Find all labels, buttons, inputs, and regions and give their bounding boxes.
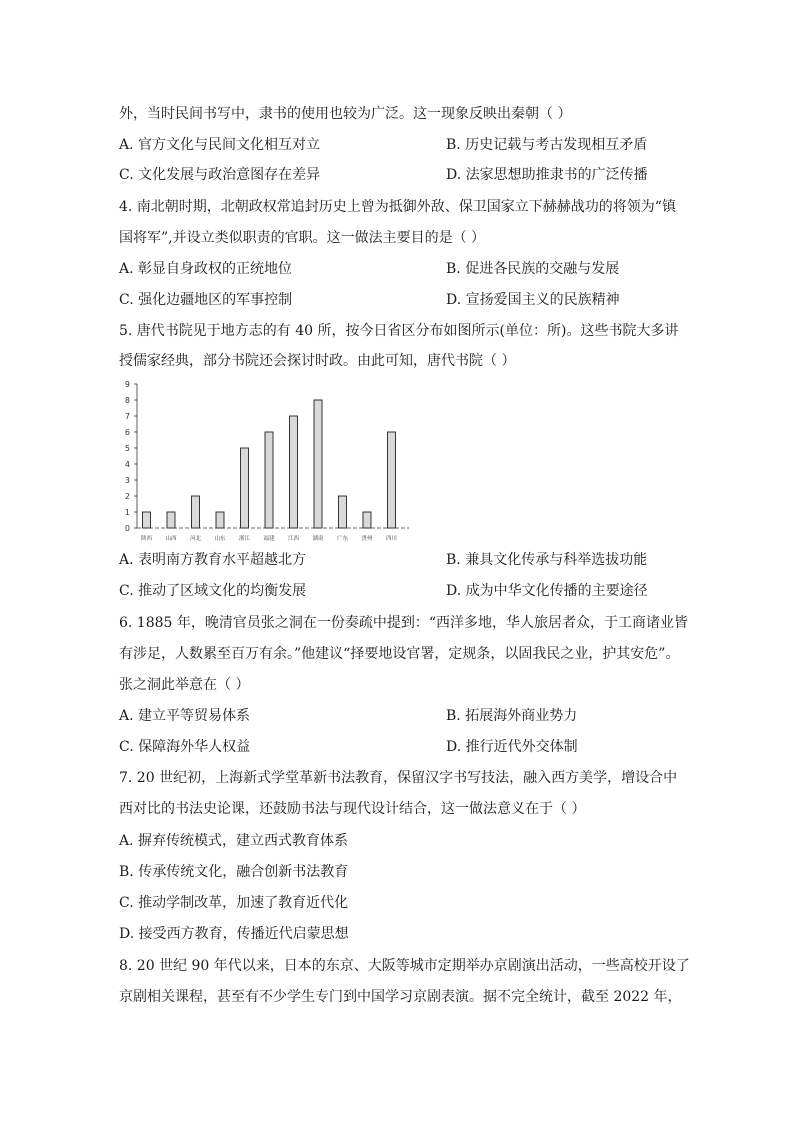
q3-option-a[interactable]: A. 官方文化与民间文化相互对立: [119, 137, 321, 153]
q7-option-d[interactable]: D. 接受西方教育，传播近代启蒙思想: [119, 926, 349, 942]
q6-option-d[interactable]: D. 推行近代外交体制: [446, 739, 578, 755]
x-tick-label: 河北: [189, 536, 202, 542]
y-tick-label: 4: [124, 460, 130, 469]
q3-option-d[interactable]: D. 法家思想助推隶书的广泛传播: [446, 167, 648, 183]
bar-江西: [290, 416, 298, 528]
q5-option-b[interactable]: B. 兼具文化传承与科举选拔功能: [446, 552, 648, 568]
y-tick-label: 8: [124, 396, 130, 405]
bar-福建: [265, 432, 273, 528]
y-tick-label: 7: [124, 412, 130, 421]
bar-山东: [216, 512, 224, 528]
academy-distribution-bar-chart: [117, 379, 409, 544]
question-7-line-2: 西对比的书法史论课，还鼓励书法与现代设计结合，这一做法意义在于（ ）: [119, 801, 586, 817]
x-tick-label: 山东: [214, 536, 226, 542]
q7-option-b[interactable]: B. 传承传统文化，融合创新书法教育: [119, 864, 349, 880]
y-tick-label: 3: [124, 476, 130, 485]
q7-option-a[interactable]: A. 摒弃传统模式，建立西式教育体系: [119, 833, 349, 849]
x-tick-label: 福建: [263, 536, 275, 542]
question-5-line-1: 5. 唐代书院见于地方志的有 40 所，按今日省区分布如图所示(单位：所)。这些书院大多讲: [119, 323, 679, 339]
question-7-line-1: 7. 20 世纪初，上海新式学堂革新书法教育，保留汉字书写技法，融入西方美学，增设合中: [119, 770, 678, 786]
x-tick-label: 浙江: [238, 536, 251, 542]
y-tick-label: 0: [124, 524, 130, 533]
question-5-line-2: 授儒家经典，部分书院还会探讨时政。由此可知，唐代书院（ ）: [119, 353, 516, 369]
y-tick-label: 5: [124, 444, 130, 453]
line-q3-continuation: 外，当时民间书写中，隶书的使用也较为广泛。这一现象反映出秦朝（ ）: [119, 106, 572, 122]
bar-河北: [192, 496, 200, 528]
bar-四川: [388, 432, 396, 528]
question-4-line-2: 国将军”,并设立类似职责的官职。这一做法主要目的是（ ）: [119, 230, 486, 246]
q3-option-b[interactable]: B. 历史记载与考古发现相互矛盾: [446, 137, 648, 153]
y-tick-label: 1: [124, 508, 130, 517]
q5-option-d[interactable]: D. 成为中华文化传播的主要途径: [446, 583, 648, 599]
bar-山西: [167, 512, 175, 528]
x-tick-label: 贵州: [361, 536, 373, 542]
q3-option-c[interactable]: C. 文化发展与政治意图存在差异: [119, 167, 321, 183]
x-tick-label: 四川: [385, 536, 398, 542]
bar-广东: [339, 496, 347, 528]
question-6-line-1: 6. 1885 年，晚清官员张之洞在一份奏疏中提到：“西洋多地，华人旅居者众，于工商诸业皆: [119, 615, 689, 631]
q4-option-d[interactable]: D. 宣扬爱国主义的民族精神: [446, 292, 620, 308]
question-8-line-1: 8. 20 世纪 90 年代以来，日本的东京、大阪等城市定期举办京剧演出活动，一些高校开设了: [119, 958, 690, 974]
bar-浙江: [241, 448, 249, 528]
x-tick-label: 湖南: [312, 536, 324, 542]
bar-贵州: [363, 512, 371, 528]
q4-option-b[interactable]: B. 促进各民族的交融与发展: [446, 261, 620, 277]
question-4-line-1: 4. 南北朝时期，北朝政权常追封历史上曾为抵御外敌、保卫国家立下赫赫战功的将领为“镇: [119, 199, 676, 215]
q4-option-a[interactable]: A. 彰显自身政权的正统地位: [119, 261, 293, 277]
q6-option-c[interactable]: C. 保障海外华人权益: [119, 739, 251, 755]
y-tick-label: 2: [124, 492, 130, 501]
question-6-line-3: 张之洞此举意在（ ）: [119, 677, 250, 693]
q5-option-a[interactable]: A. 表明南方教育水平超越北方: [119, 552, 307, 568]
q5-option-c[interactable]: C. 推动了区域文化的均衡发展: [119, 583, 307, 599]
y-tick-label: 6: [124, 428, 130, 437]
x-tick-label: 山西: [165, 536, 177, 542]
x-tick-label: 广东: [336, 536, 349, 542]
y-tick-label: 9: [124, 380, 130, 389]
x-tick-label: 陕西: [140, 536, 153, 542]
q6-option-a[interactable]: A. 建立平等贸易体系: [119, 708, 251, 724]
x-tick-label: 江西: [287, 536, 300, 542]
bar-湖南: [314, 400, 322, 528]
question-6-line-2: 有涉足，人数累至百万有余。”他建议“择要地设官署，定规条，以固我民之业，护其安危”。: [119, 646, 680, 662]
q7-option-c[interactable]: C. 推动学制改革，加速了教育近代化: [119, 895, 349, 911]
q6-option-b[interactable]: B. 拓展海外商业势力: [446, 708, 578, 724]
bar-陕西: [143, 512, 151, 528]
q4-option-c[interactable]: C. 强化边疆地区的军事控制: [119, 292, 293, 308]
question-8-line-2: 京剧相关课程，甚至有不少学生专门到中国学习京剧表演。据不完全统计，截至 2022 年，: [119, 989, 682, 1005]
